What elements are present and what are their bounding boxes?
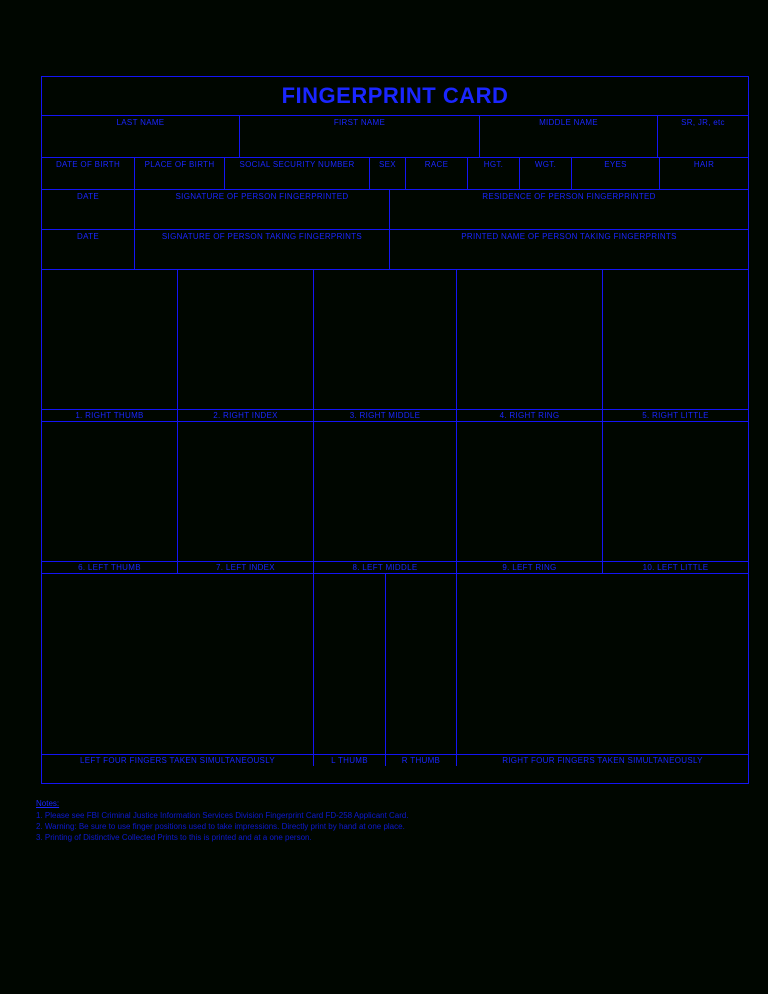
fp-box-left-ring[interactable] <box>457 422 603 573</box>
rolled-impressions-left-hand <box>42 422 748 574</box>
field-printed-name-person-taking-prints[interactable] <box>390 230 748 269</box>
field-label: SIGNATURE OF PERSON FINGERPRINTED <box>175 192 349 201</box>
notes-title: Notes: <box>36 799 60 808</box>
fp-box-left-thumb[interactable] <box>42 422 178 573</box>
page-title: FINGERPRINT CARD <box>281 83 509 108</box>
field-label: PLACE OF BIRTH <box>144 160 215 169</box>
rolled-impressions-right-hand <box>42 270 748 422</box>
caption-divider <box>178 409 313 410</box>
caption-divider <box>457 561 602 562</box>
fp-caption: 8. LEFT MIDDLE <box>352 563 418 572</box>
field-value <box>135 169 224 183</box>
field-value <box>42 241 134 255</box>
fp-box-right-index[interactable] <box>178 270 314 421</box>
fp-box-left-index[interactable] <box>178 422 314 573</box>
field-value <box>42 169 134 183</box>
field-label: SR, JR, etc <box>681 118 725 127</box>
field-value <box>480 127 657 141</box>
caption-divider <box>42 561 177 562</box>
fp-caption: 3. RIGHT MIDDLE <box>349 411 421 420</box>
caption-divider <box>42 409 177 410</box>
fp-caption: 10. LEFT LITTLE <box>642 563 709 572</box>
field-label: MIDDLE NAME <box>539 118 598 127</box>
caption-divider <box>178 561 313 562</box>
fp-caption: 7. LEFT INDEX <box>216 563 275 572</box>
field-label: DATE <box>77 192 99 201</box>
caption-divider <box>42 754 313 755</box>
field-date-fingerprinted[interactable] <box>42 190 135 229</box>
caption-divider <box>457 754 748 755</box>
field-value <box>135 241 389 255</box>
field-value <box>370 169 405 183</box>
field-value <box>406 169 467 183</box>
signature-row-person-fingerprinted <box>42 190 748 230</box>
card-title-row <box>42 77 748 116</box>
plain-impressions-row <box>42 574 748 766</box>
field-sex[interactable] <box>370 158 406 189</box>
fingerprint-card <box>41 76 749 784</box>
field-label: HGT. <box>483 160 504 169</box>
fp-caption: LEFT FOUR FINGERS TAKEN SIMULTANEOUSLY <box>80 756 275 765</box>
name-row <box>42 116 748 158</box>
caption-divider <box>314 409 456 410</box>
notes-section <box>36 798 736 843</box>
field-value <box>240 127 479 141</box>
caption-divider <box>603 561 748 562</box>
field-label: DATE OF BIRTH <box>55 160 121 169</box>
field-last-name[interactable] <box>42 116 240 157</box>
fp-box-left-middle[interactable] <box>314 422 457 573</box>
fp-caption: 4. RIGHT RING <box>499 411 560 420</box>
fp-box-right-four-fingers[interactable] <box>457 574 748 766</box>
field-place-of-birth[interactable] <box>135 158 225 189</box>
field-label: WGT. <box>534 160 557 169</box>
caption-divider <box>314 754 385 755</box>
field-label: RESIDENCE OF PERSON FINGERPRINTED <box>482 192 656 201</box>
field-label: RACE <box>424 160 449 169</box>
field-value <box>658 127 748 141</box>
caption-divider <box>386 754 456 755</box>
field-value <box>520 169 571 183</box>
field-value <box>390 241 748 255</box>
fp-box-left-thumb-plain[interactable] <box>314 574 386 766</box>
field-social-security-number[interactable] <box>225 158 370 189</box>
fp-box-left-four-fingers[interactable] <box>42 574 314 766</box>
fp-box-right-ring[interactable] <box>457 270 603 421</box>
field-value <box>468 169 519 183</box>
caption-divider <box>603 409 748 410</box>
field-signature-person-fingerprinted[interactable] <box>135 190 390 229</box>
field-residence-person-fingerprinted[interactable] <box>390 190 748 229</box>
note-item: 1. Please see FBI Criminal Justice Information Services Division Fingerprint Card FD-258 Applicant Card. <box>36 811 409 820</box>
field-date-of-birth[interactable] <box>42 158 135 189</box>
field-label: EYES <box>604 160 627 169</box>
field-value <box>390 201 748 215</box>
field-value <box>572 169 659 183</box>
field-value <box>135 201 389 215</box>
field-signature-person-taking-prints[interactable] <box>135 230 390 269</box>
field-date-taken[interactable] <box>42 230 135 269</box>
fp-box-right-thumb[interactable] <box>42 270 178 421</box>
field-label: LAST NAME <box>116 118 165 127</box>
fp-caption: RIGHT FOUR FINGERS TAKEN SIMULTANEOUSLY <box>502 756 703 765</box>
field-first-name[interactable] <box>240 116 480 157</box>
fp-caption: R THUMB <box>401 756 441 765</box>
demographics-row <box>42 158 748 190</box>
field-label: PRINTED NAME OF PERSON TAKING FINGERPRINTS <box>461 232 677 241</box>
field-value <box>42 201 134 215</box>
note-item: 2. Warning: Be sure to use finger positions used to take impressions. Directly print by hand at one place. <box>36 822 405 831</box>
field-label: SEX <box>379 160 396 169</box>
field-weight[interactable] <box>520 158 572 189</box>
note-item: 3. Printing of Distinctive Collected Prints to this is printed and at a one person. <box>36 833 312 842</box>
field-value <box>660 169 748 183</box>
fp-box-right-middle[interactable] <box>314 270 457 421</box>
fp-caption: 9. LEFT RING <box>502 563 557 572</box>
field-label: SOCIAL SECURITY NUMBER <box>239 160 355 169</box>
fp-caption: 2. RIGHT INDEX <box>213 411 278 420</box>
field-hair[interactable] <box>660 158 748 189</box>
field-value <box>42 127 239 141</box>
field-race[interactable] <box>406 158 468 189</box>
field-value <box>225 169 369 183</box>
field-eyes[interactable] <box>572 158 660 189</box>
field-height[interactable] <box>468 158 520 189</box>
fp-box-right-thumb-plain[interactable] <box>386 574 457 766</box>
caption-divider <box>457 409 602 410</box>
fp-caption: 6. LEFT THUMB <box>78 563 141 572</box>
field-label: DATE <box>77 232 99 241</box>
field-label: SIGNATURE OF PERSON TAKING FINGERPRINTS <box>161 232 363 241</box>
field-label: FIRST NAME <box>333 118 386 127</box>
fp-box-left-little[interactable] <box>603 422 748 573</box>
caption-divider <box>314 561 456 562</box>
signature-row-person-taking-prints <box>42 230 748 270</box>
field-middle-name[interactable] <box>480 116 658 157</box>
field-suffix[interactable] <box>658 116 748 157</box>
fp-caption: 5. RIGHT LITTLE <box>642 411 709 420</box>
fp-caption: 1. RIGHT THUMB <box>75 411 144 420</box>
field-label: HAIR <box>693 160 715 169</box>
fp-box-right-little[interactable] <box>603 270 748 421</box>
fp-caption: L THUMB <box>331 756 368 765</box>
